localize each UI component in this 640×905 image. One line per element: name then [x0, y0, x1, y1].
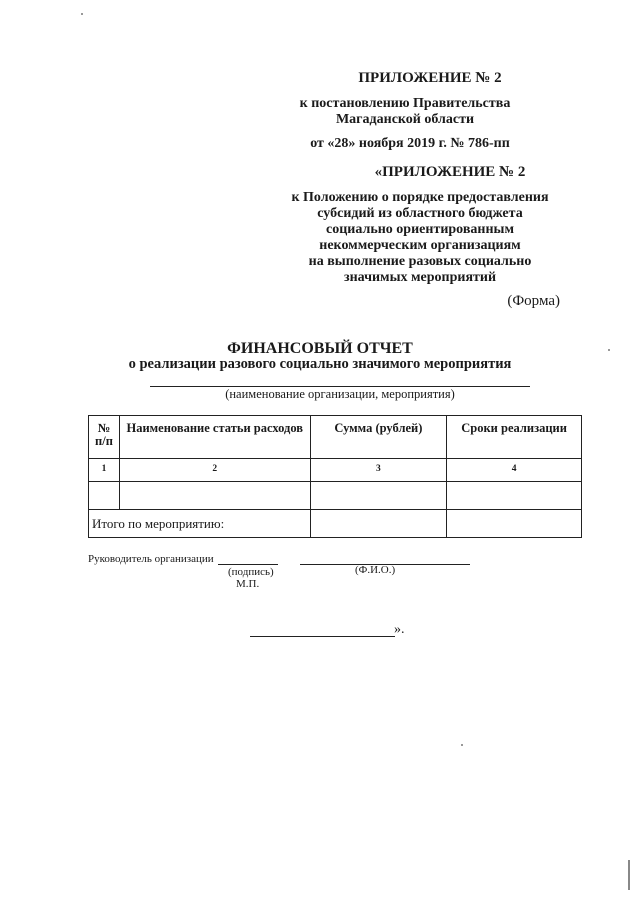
appendix2-title: «ПРИЛОЖЕНИЕ № 2	[374, 164, 526, 180]
report-subtitle: о реализации разового социально значимого мероприятия	[128, 356, 512, 372]
table-cell	[89, 482, 120, 510]
form-label: (Форма)	[507, 293, 560, 309]
regulation-line-5: на выполнение разовых социально	[308, 254, 532, 269]
scan-speck	[461, 744, 463, 746]
table-numbering-row	[89, 459, 582, 482]
name-caption: (Ф.И.О.)	[355, 564, 396, 576]
table-header-row	[89, 416, 582, 459]
signature-caption: (подпись)	[228, 566, 274, 578]
col-number-2: 2	[119, 459, 310, 482]
regulation-line-4: некоммерческим организациям	[319, 238, 521, 253]
header-period: Сроки реализации	[447, 416, 582, 459]
table-cell	[119, 482, 310, 510]
regulation-line-2: субсидий из областного бюджета	[317, 206, 523, 221]
regulation-block	[260, 190, 580, 286]
regulation-line-3: социально ориентированным	[326, 222, 514, 237]
total-label: Итого по мероприятию:	[89, 510, 311, 538]
report-title: ФИНАНСОВЫЙ ОТЧЕТ	[227, 340, 413, 357]
table-cell	[447, 482, 582, 510]
closing-quote-mark: ».	[394, 622, 405, 637]
org-name-caption: (наименование организации, мероприятия)	[225, 387, 455, 401]
scan-edge-mark	[628, 860, 630, 890]
table-cell	[310, 482, 447, 510]
signature-line	[218, 564, 278, 565]
header-number: № п/п	[89, 416, 120, 459]
col-number-1: 1	[89, 459, 120, 482]
closing-line	[250, 636, 395, 637]
total-period-cell	[447, 510, 582, 538]
header-amount: Сумма (рублей)	[310, 416, 447, 459]
regulation-line-6: значимых мероприятий	[343, 270, 497, 285]
stamp-label: М.П.	[236, 578, 260, 590]
table-total-row	[89, 510, 582, 538]
scan-speck	[81, 13, 83, 15]
scan-speck	[608, 349, 610, 351]
resolution-line-1: к постановлению Правительства	[299, 96, 511, 111]
table-row	[89, 482, 582, 510]
resolution-line-2: Магаданской области	[335, 112, 475, 127]
col-number-4: 4	[447, 459, 582, 482]
col-number-3: 3	[310, 459, 447, 482]
regulation-line-1: к Положению о порядке предоставления	[291, 190, 549, 205]
total-amount-cell	[310, 510, 447, 538]
resolution-reg-number: от «28» ноября 2019 г. № 786-пп	[310, 136, 510, 151]
header-expense-item: Наименование статьи расходов	[119, 416, 310, 459]
appendix-title: ПРИЛОЖЕНИЕ № 2	[358, 70, 502, 86]
signature-label: Руководитель организации	[88, 553, 214, 565]
financial-report-table	[88, 415, 582, 538]
